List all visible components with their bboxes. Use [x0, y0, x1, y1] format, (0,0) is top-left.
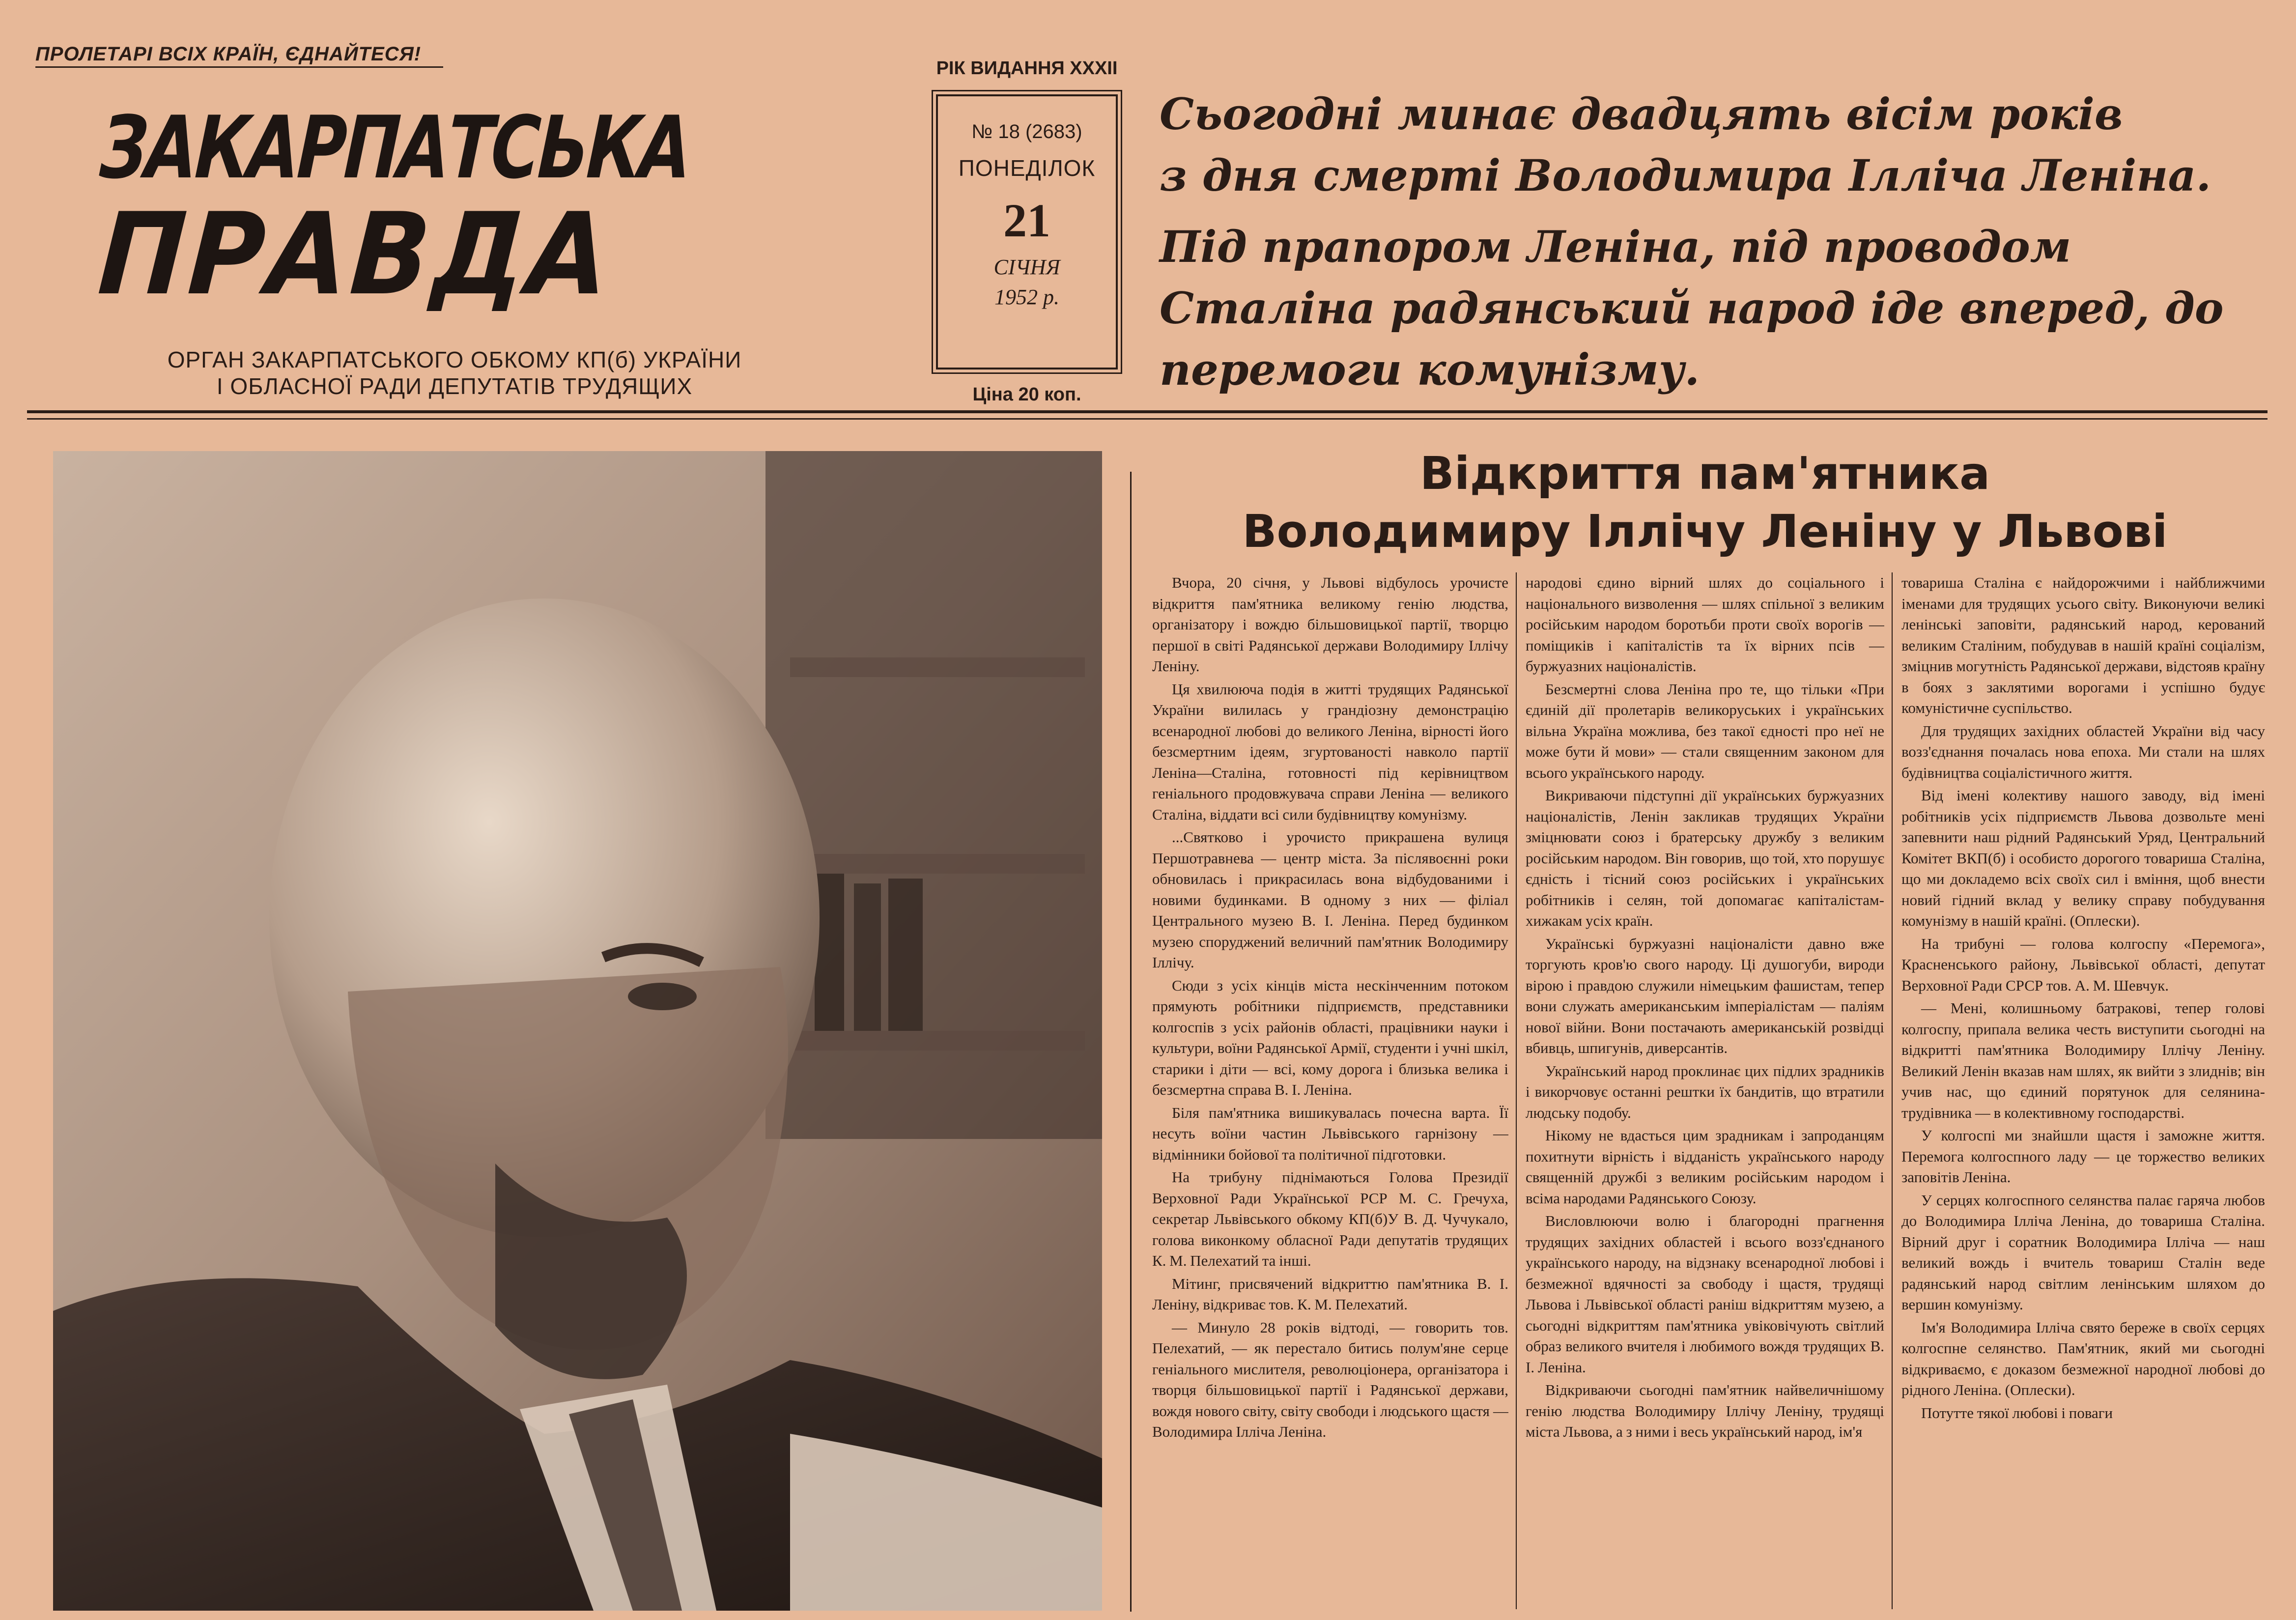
- paragraph: Потутте тякої любові і поваги: [1921, 1404, 2113, 1421]
- photo-divider: [1130, 472, 1132, 1612]
- paragraph: На трибуні — голова колгоспу «Перемога», Красненського району, Львівської області, депутат Верховної Ради СРСР тов. А. М. Шевчук.: [1901, 935, 2265, 994]
- organ-line1: ОРГАН ЗАКАРПАТСЬКОГО ОБКОМУ КП(б) УКРАЇНИ: [167, 347, 742, 372]
- paragraph: народові єдино вірний шлях до соціального і національного визволення — шлях спільної з великим російським народом боротьби проти своїх ворогів — поміщиків і капіталістів та їх вірних псів — буржуазних націоналістів.: [1526, 574, 1884, 675]
- paragraph: У серцях колгоспного селянства палає гаряча любов до Володимира Ілліча Леніна, до товариша Сталіна. Вірний друг і соратник Володимира Ілліча — наш великий вождь і вчитель товариш Сталін веде радянський народ світлим ленінським шляхом до вершин комунізму.: [1901, 1191, 2265, 1313]
- issue-month: СІЧНЯ: [993, 255, 1060, 279]
- paragraph: ...Святково і урочисто прикрашена вулиця Першотравнева — центр міста. За післявоєнні роки обновилась і прикрасилась вона відбудованими і новими будинками. В одному з них — філіал Центрального музею В. І. Леніна. Перед будинком музею споруджений величний пам'ятник Володимиру Іллічу.: [1152, 828, 1508, 971]
- slogan-line4: Сталіна радянський народ іде вперед, до: [1160, 283, 2224, 334]
- article-headline: [1140, 445, 2270, 561]
- paragraph: Висловлюючи волю і благородні прагнення трудящих західних областей і всього возз'єднаного українського народу, на відзнаку всенародної любові і безмежної вдячності за свободу і щастя, трудящі Львова і Львівської області раніш відкриттям музею, а сьогодні відкриттям пам'ятника увіковічують світлий образ великого вчителя і любимого вождя трудящих В. І. Леніна.: [1526, 1212, 1884, 1376]
- issue-day: 21: [1003, 194, 1050, 247]
- newspaper-title-line1: ЗАКАРПАТСЬКА: [97, 98, 692, 198]
- headline-line1: Відкриття пам'ятника: [1419, 447, 1990, 500]
- paragraph: — Мені, колишньому батракові, тепер голові колгоспу, припала велика честь виступити сьогодні на відкритті пам'ятника Володимиру Іллічу Леніну. Великий Ленін вказав нам шлях, як вийти з злиднів; він учив нас, що єдиний порятунок для селянина-трудівника — в колективному господарстві.: [1901, 999, 2265, 1121]
- paragraph: Ця хвилююча подія в житті трудящих Радянської України вилилась у грандіозну демонстрацію всенародної любові до великого Леніна, вірності його безсмертним ідеям, згуртованості навколо партії Леніна—Сталіна, готовності під керівництвом геніального продовжувача справи Леніна — великого Сталіна, віддати всі сили будівництву комунізму.: [1152, 680, 1508, 823]
- issue-weekday: ПОНЕДІЛОК: [958, 155, 1096, 181]
- paragraph: На трибуну піднімаються Голова Президії Верховної Ради Української РСР М. С. Гречуха, секретар Львівського обкому КП(б)У В. Д. Чучукало, голова виконкому обласної Ради депутатів трудящих К. М. Пелехатий та інші.: [1152, 1168, 1508, 1269]
- paragraph: Український народ проклинає цих підлих зрадників і викорчовує останні рештки їх бандитів, що втратили людську подобу.: [1526, 1062, 1884, 1121]
- masthead-rule: [27, 410, 2268, 420]
- paragraph: Мітинг, присвячений відкриттю пам'ятника В. І. Леніну, відкриває тов. К. М. Пелехатий.: [1152, 1275, 1508, 1313]
- newspaper-organ: [128, 346, 781, 399]
- paragraph: Від імені колективу нашого заводу, від імені робітників усіх підприємств Львова дозвольте мені запевнити наш рідний Радянський Уряд, Центральний Комітет ВКП(б) і особисто дорогого товариша Сталіна, що ми докладемо всіх своїх сил і вміння, щоб внести новий гідний вклад у велику справу побудування комунізму в нашій країні. (Оплески).: [1901, 787, 2265, 929]
- slogan-communism: [1160, 216, 2224, 400]
- slogan-line1: Сьогодні минає двадцять вісім років: [1160, 88, 2123, 140]
- paragraph: Викриваючи підступні дії українських буржуазних націоналістів, Ленін закликав трудящих України зміцнювати союз і братерську дружбу з великим російським народом. Він говорив, що той, хто порушує єдність і тісний союз російських і українських робітників і селян, той допомагає капіталістам-хижакам усіх країн.: [1526, 787, 1884, 929]
- newspaper-title-line2: ПРАВДА: [94, 189, 616, 320]
- paragraph: Безсмертні слова Леніна про те, що тільки «При єдиній дії пролетарів великоруських і українських вільна Україна можлива, без такої єдності про неї не може бути й мови» — стали священним законом для всього українського народу.: [1526, 680, 1884, 781]
- paragraph: Українські буржуазні націоналісти давно вже торгують кров'ю свого народу. Ці душогуби, вироди вірою і правдою служили німецьким фашистам, тепер вони служать американським імперіалістам — паліям нової війни. Вони постачають американській розвідці вбивць, шпигунів, диверсантів.: [1526, 935, 1884, 1056]
- column-rule: [1516, 572, 1517, 1609]
- slogan-line2: з дня смерті Володимира Ілліча Леніна.: [1160, 150, 2211, 201]
- column-rule: [1892, 572, 1893, 1609]
- issue-date-box: [936, 94, 1118, 369]
- article-column-1: [1152, 572, 1508, 1612]
- lenin-portrait-photo: [53, 451, 1102, 1611]
- article-column-3: [1901, 572, 2265, 1612]
- paragraph: Біля пам'ятника вишикувалась почесна варта. Її несуть воїни частин Львівського гарнізону — відмінники бойової та політичної підготовки.: [1152, 1104, 1508, 1163]
- paragraph: Нікому не вдасться цим зрадникам і запроданцям похитнути вірність і відданість українського народу священній дружбі з великим російським народом і всіма народами Радянського Союзу.: [1526, 1127, 1884, 1207]
- issue-number: № 18 (2683): [971, 121, 1082, 142]
- headline-line2: Володимиру Іллічу Леніну у Львові: [1242, 505, 2168, 558]
- slogan-line5: перемоги комунізму.: [1160, 344, 1700, 395]
- paragraph: Вчора, 20 січня, у Львові відбулось урочисте відкриття пам'ятника великому генію людства, організатору і вождю більшовицької партії, творцю першої в світі Радянської держави Володимиру Іллічу Леніну.: [1152, 574, 1508, 675]
- paragraph: Ім'я Володимира Ілліча свято береже в своїх серцях колгоспне селянство. Пам'ятник, який ми сьогодні відкриваємо, є доказом безмежної народної любові до рідного Леніна. (Оплески).: [1901, 1318, 2265, 1398]
- paragraph: товариша Сталіна є найдорожчими і найближчими іменами для трудящих усього світу. Виконуючи великі ленінські заповіти, радянський народ, керований великим Сталіним, побудував в нашій країні соціалізм, зміцнив могутність Радянської держави, відстояв країну в боях з заклятими ворогами і успішно будує комуністичне суспільство.: [1901, 574, 2265, 716]
- publication-year: РІК ВИДАННЯ XXXII: [936, 58, 1118, 79]
- issue-price: Ціна 20 коп.: [972, 384, 1081, 405]
- paragraph: — Минуло 28 років відтоді, — говорить тов. Пелехатий, — як перестало битись полум'яне серце геніального мислителя, революціонера, організатора і творця більшовицької партії і Радянської держави, вождя нового світу, світу свободи і людського щастя — Володимира Ілліча Леніна.: [1152, 1318, 1508, 1440]
- paragraph: У колгоспі ми знайшли щастя і заможне життя. Перемога колгоспного ладу — це торжество великих заповітів Леніна.: [1901, 1127, 2265, 1186]
- slogan-line3: Під прапором Леніна, під проводом: [1160, 221, 2071, 272]
- paragraph: Для трудящих західних областей України від часу возз'єднання почалась нова епоха. Ми стали на шлях будівництва соціалістичного життя.: [1901, 722, 2265, 781]
- organ-line2: І ОБЛАСНОЇ РАДИ ДЕПУТАТІВ ТРУДЯЩИХ: [216, 373, 693, 399]
- slogan-anniversary: [1160, 84, 2211, 206]
- issue-year: 1952 р.: [994, 285, 1059, 309]
- article-column-2: [1526, 572, 1884, 1612]
- paragraph: Відкриваючи сьогодні пам'ятник найвеличнішому генію людства Володимиру Іллічу Леніну, трудящі міста Львова, а з ними і весь український народ, ім'я: [1526, 1381, 1884, 1440]
- paragraph: Сюди з усіх кінців міста нескінченним потоком прямують робітники підприємств, представники колгоспів з усіх районів області, працівники науки і культури, воїни Радянської Армії, студенти і учні шкіл, старики і діти — всі, кому дорога і близька велика і безсмертна справа В. І. Леніна.: [1152, 976, 1508, 1098]
- masthead-motto: ПРОЛЕТАРІ ВСІХ КРАЇН, ЄДНАЙТЕСЯ!: [35, 43, 443, 68]
